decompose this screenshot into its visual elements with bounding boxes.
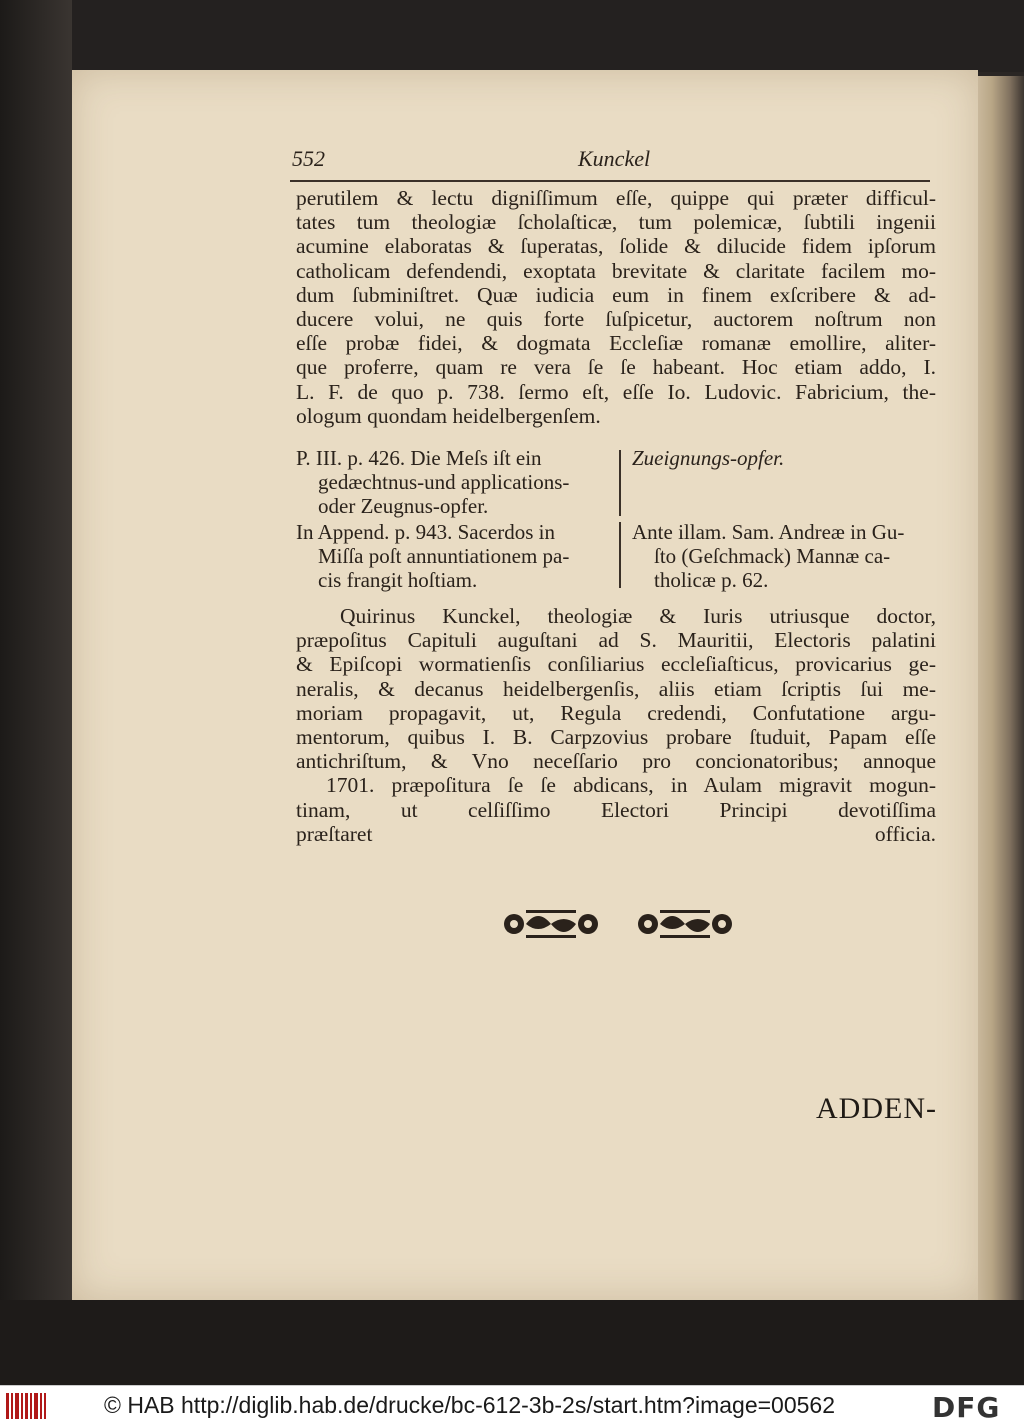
text-line: & Epiſcopi wormatienſis conſiliarius eccleſiaſticus, provicarius ge- — [296, 652, 936, 677]
text-line: ologum quondam heidelbergenſem. — [296, 403, 601, 428]
text-line: perutilem & lectu digniſſimum eſſe, quippe qui præter difficul- — [296, 186, 936, 210]
dfg-logo: DFG — [932, 1391, 1001, 1424]
text-line: que proferre, quam re vera ſe ſe habeant. Hoc etiam addo, I. — [296, 355, 936, 380]
text-line: tholicæ p. 62. — [654, 568, 769, 592]
column-divider — [619, 522, 621, 588]
barcode-icon — [6, 1393, 46, 1419]
text-line: L. F. de quo p. 738. ſermo eſt, eſſe Io. Ludovic. Fabricium, the- — [296, 379, 936, 404]
text-line: acumine elaboratas & ſuperatas, ſolide & dilucide fidem ipſorum — [296, 234, 936, 259]
text-line: Zueignungs-opfer. — [632, 446, 785, 470]
scan-background-bottom — [0, 1300, 1024, 1385]
text-line: mentorum, quibus I. B. Carpzovius probare ſtuduit, Papam eſſe — [296, 725, 936, 750]
text-line: tates tum theologiæ ſcholaſticæ, tum polemicæ, ſubtili ingenii — [296, 210, 936, 235]
text-line: catholicam defendendi, exoptata brevitate & claritate facilem mo- — [296, 258, 936, 283]
column-divider — [619, 450, 621, 516]
scan-background-top — [0, 0, 1024, 72]
page-number: 552 — [292, 146, 325, 171]
text-line: præpoſitus Capituli auguſtani ad S. Mauritii, Electoris palatini — [296, 628, 936, 653]
comparison-row2-right — [632, 520, 937, 592]
text-line: cis frangit hoſtiam. — [318, 568, 478, 592]
text-line: gedæchtnus-und applications- — [318, 470, 570, 494]
catchword: ADDEN- — [816, 1092, 937, 1125]
comparison-row1-left — [296, 446, 611, 518]
copyright-url[interactable]: © HAB http://diglib.hab.de/drucke/bc-612-3b-2s/start.htm?image=00562 — [104, 1392, 836, 1418]
text-line: neralis, & decanus heidelbergenſis, aliis etiam ſcriptis ſui me- — [296, 676, 936, 701]
text-line: Quirinus Kunckel, theologiæ & Iuris utriusque doctor, — [340, 604, 936, 628]
text-line: eſſe probæ fidei, & dogmata Eccleſiæ romanæ emollire, aliter- — [296, 331, 936, 356]
comparison-row1-right — [632, 446, 932, 470]
text-line: tinam, ut celſiſſimo Electori Principi devotiſſima — [296, 797, 936, 822]
paragraph-1 — [296, 186, 936, 428]
page-edge — [978, 76, 1024, 1316]
text-line: 1701. præpoſitura ſe ſe abdicans, in Aulam migravit mogun- — [326, 773, 936, 798]
text-line: Miſſa poſt annuntiationem pa- — [318, 544, 570, 568]
text-line: In Append. p. 943. Sacerdos in — [296, 520, 555, 544]
text-line: antichriſtum, & Vno neceſſario pro concionatoribus; annoque — [296, 749, 936, 774]
text-line: dum ſubminiſtret. Quæ iudicia eum in finem exſcribere & ad- — [296, 282, 936, 307]
comparison-row2-left — [296, 520, 611, 592]
text-line: ſto (Geſchmack) Mannæ ca- — [654, 544, 891, 568]
text-line: præſtaret officia. — [296, 821, 936, 846]
header-rule — [290, 180, 930, 182]
floral-ornament-icon — [500, 904, 602, 944]
paragraph-2 — [296, 604, 936, 846]
text-line: moriam propagavit, ut, Regula credendi, Confutatione argu- — [296, 700, 936, 725]
text-line: oder Zeugnus-opfer. — [318, 494, 489, 518]
text-line: ducere volui, ne quis forte ſuſpicetur, auctorem noſtrum non — [296, 307, 936, 332]
text-line: P. III. p. 426. Die Meſs iſt ein — [296, 446, 542, 470]
floral-ornament-icon — [634, 904, 736, 944]
footer-bar — [0, 1385, 1024, 1426]
running-title: Kunckel — [578, 146, 651, 171]
scan-background-left — [0, 0, 72, 1385]
text-line: Ante illam. Sam. Andreæ in Gu- — [632, 520, 905, 544]
